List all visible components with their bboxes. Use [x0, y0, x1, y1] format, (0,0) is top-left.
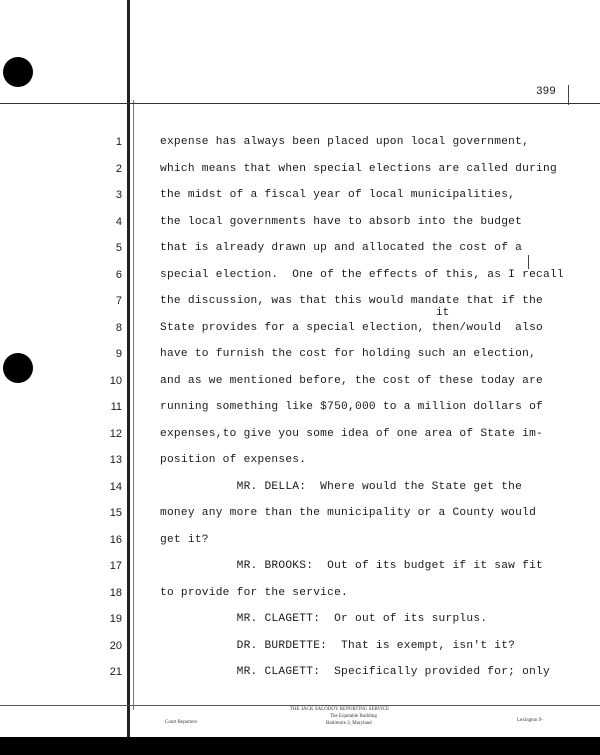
line-text: DR. BURDETTE: That is exempt, isn't it? [160, 639, 516, 652]
line-number: 6 [115, 268, 122, 281]
line-number: 21 [109, 666, 122, 678]
transcript-line [0, 189, 600, 209]
transcript-line [0, 481, 600, 501]
line-text: and as we mentioned before, the cost of these today are [160, 374, 543, 387]
transcript-line [0, 375, 600, 395]
line-text: the discussion, was that this would mandate that if the [160, 295, 543, 307]
line-text: money any more than the municipality or a County would [160, 507, 537, 519]
footer-company: THE JACK SALODOY REPORTING SERVICE [290, 707, 390, 712]
transcript-line [0, 666, 600, 686]
transcript-line [0, 401, 600, 421]
transcript-line [0, 322, 600, 342]
line-text: which means that when special elections are called during [160, 162, 557, 175]
transcript-line [0, 242, 600, 262]
handwritten-insertion: it [436, 307, 450, 319]
line-number: 19 [109, 613, 122, 625]
line-number: 4 [115, 215, 122, 228]
line-text: have to furnish the cost for holding such an election, [160, 348, 537, 360]
line-text: the local governments have to absorb into the budget [160, 215, 523, 228]
transcript-line [0, 640, 600, 660]
transcript-line [0, 534, 600, 554]
transcript-line [0, 269, 600, 289]
line-text: position of expenses. [160, 454, 307, 466]
line-text: that is already drawn up and allocated the cost of a [160, 242, 523, 254]
line-text: expenses,to give you some idea of one area of State im- [160, 427, 543, 440]
line-text: the midst of a fiscal year of local municipalities, [160, 189, 516, 201]
transcript-line [0, 295, 600, 315]
line-text: get it? [160, 533, 209, 546]
transcript-line [0, 507, 600, 527]
line-text: running something like $750,000 to a million dollars of [160, 401, 543, 413]
line-number: 11 [110, 401, 122, 413]
footer-right: Lexington 9- [517, 718, 543, 723]
line-number: 13 [109, 454, 122, 466]
transcript-line [0, 348, 600, 368]
line-number: 9 [115, 348, 122, 360]
line-number: 15 [109, 507, 122, 519]
line-number: 5 [115, 242, 122, 254]
transcript-line [0, 587, 600, 607]
line-number: 1 [115, 136, 122, 148]
line-number: 3 [115, 189, 122, 201]
line-text: expense has always been placed upon local government, [160, 136, 530, 148]
line-text: MR. CLAGETT: Specifically provided for; only [160, 666, 550, 678]
scan-edge [0, 737, 600, 755]
page-number: 399 [536, 86, 556, 98]
line-number: 20 [109, 639, 122, 652]
transcript-line [0, 560, 600, 580]
transcript-line [0, 613, 600, 633]
line-text: MR. DELLA: Where would the State get the [160, 480, 523, 493]
transcript-line [0, 136, 600, 156]
header-rule [0, 103, 600, 104]
footer [130, 705, 570, 735]
punch-hole [3, 57, 33, 87]
line-number: 10 [109, 374, 122, 387]
footer-city: Baltimore 2, Maryland [326, 721, 372, 726]
footer-left: Court Reporters [165, 720, 198, 725]
line-number: 8 [115, 321, 122, 334]
transcript-line [0, 454, 600, 474]
line-text: to provide for the service. [160, 586, 349, 599]
line-number: 7 [115, 295, 122, 307]
line-text: MR. CLAGETT: Or out of its surplus. [160, 613, 488, 625]
line-text: State provides for a special election, then/would also [160, 321, 543, 334]
line-text: MR. BROOKS: Out of its budget if it saw fit [160, 560, 543, 572]
footer-building: The Equitable Building [330, 714, 377, 719]
transcript-line [0, 163, 600, 183]
line-text: special election. One of the effects of this, as I recall [160, 268, 564, 281]
transcript-line [0, 216, 600, 236]
right-rule [568, 85, 569, 105]
line-number: 2 [115, 162, 122, 175]
line-number: 17 [109, 560, 122, 572]
line-number: 14 [109, 480, 122, 493]
line-number: 12 [109, 427, 122, 440]
line-number: 16 [109, 533, 122, 546]
transcript-line [0, 428, 600, 448]
line-number: 18 [109, 586, 122, 599]
